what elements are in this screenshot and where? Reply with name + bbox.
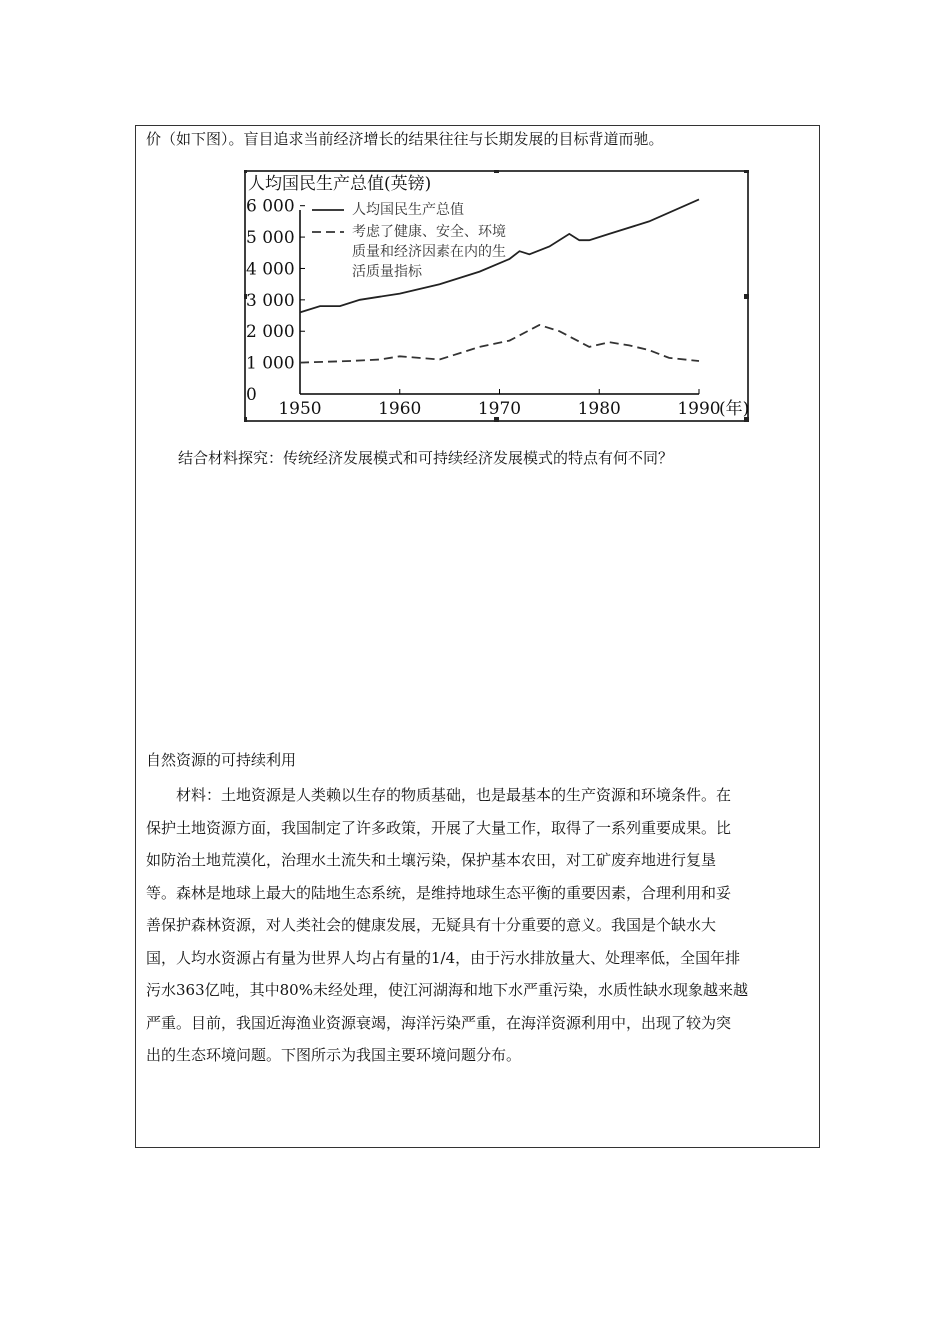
x-tick-label: 1950 [278, 399, 322, 419]
chart-title: 人均国民生产总值(英镑) [248, 174, 432, 194]
legend-entry: 人均国民生产总值 [352, 202, 464, 218]
selection-handle [494, 170, 499, 173]
section-title: 自然资源的可持续利用 [146, 751, 297, 769]
legend-entry: 考虑了健康、安全、环境 [352, 224, 506, 240]
material-line: 出的生态环境问题。下图所示为我国主要环境问题分布。 [146, 1046, 522, 1064]
chart-legend [312, 201, 506, 280]
x-tick-label: 1980 [577, 399, 621, 419]
legend-entry: 质量和经济因素在内的生 [352, 244, 506, 260]
y-tick-labels [246, 197, 295, 405]
material-line: 等。森林是地球上最大的陆地生态系统，是维持地球生态平衡的重要因素，合理利用和妥 [146, 883, 732, 902]
question-line: 结合材料探究：传统经济发展模式和可持续经济发展模式的特点有何不同？ [178, 449, 674, 467]
selection-handle [744, 170, 749, 173]
selection-handle [744, 294, 749, 299]
selection-handle [244, 170, 247, 173]
gnp-chart [244, 170, 749, 422]
chart-svg [244, 170, 749, 422]
material-line: 保护土地资源方面，我国制定了许多政策，开展了大量工作，取得了一系列重要成果。比 [146, 818, 732, 837]
material-line: 善保护森林资源，对人类社会的健康发展，无疑具有十分重要的意义。我国是个缺水大 [146, 916, 717, 934]
selection-handle [244, 417, 247, 422]
x-tick-label: 1960 [378, 399, 422, 419]
material-paragraph [146, 779, 814, 1072]
material-line: 污水363亿吨，其中80%未经处理，使江河湖海和地下水严重污染，水质性缺水现象越来越 [146, 981, 748, 999]
y-tick-label: 6 000 [246, 196, 295, 217]
y-tick-label: 0 [246, 385, 257, 405]
y-tick-label: 5 000 [246, 228, 295, 249]
chart-border [245, 171, 748, 421]
y-tick-label: 2 000 [246, 322, 295, 343]
selection-handles [244, 170, 749, 422]
y-tick-label: 4 000 [246, 259, 295, 280]
material-line: 如防治土地荒漠化，治理水土流失和土壤污染，保护基本农田，对工矿废弃地进行复垦 [146, 851, 717, 869]
x-tick-label: 1970 [477, 399, 522, 419]
x-tick-labels [278, 398, 749, 419]
legend-entry: 活质量指标 [352, 264, 422, 280]
y-tick-label: 1 000 [246, 353, 295, 374]
x-axis-label: (年) [719, 399, 749, 419]
x-tick-label: 1990 [677, 399, 721, 419]
material-line: 国，人均水资源占有量为世界人均占有量的1/4，由于污水排放量大、处理率低，全国年排 [146, 948, 741, 967]
series-line-quality-index [300, 325, 699, 363]
intro-line: 价（如下图）。盲目追求当前经济增长的结果往往与长期发展的目标背道而驰。 [146, 130, 664, 148]
y-tick-label: 3 000 [246, 290, 295, 311]
material-line: 严重。目前，我国近海渔业资源衰竭，海洋污染严重，在海洋资源利用中，出现了较为突 [146, 1013, 732, 1032]
material-line: 材料：土地资源是人类赖以生存的物质基础，也是最基本的生产资源和环境条件。在 [176, 786, 732, 804]
